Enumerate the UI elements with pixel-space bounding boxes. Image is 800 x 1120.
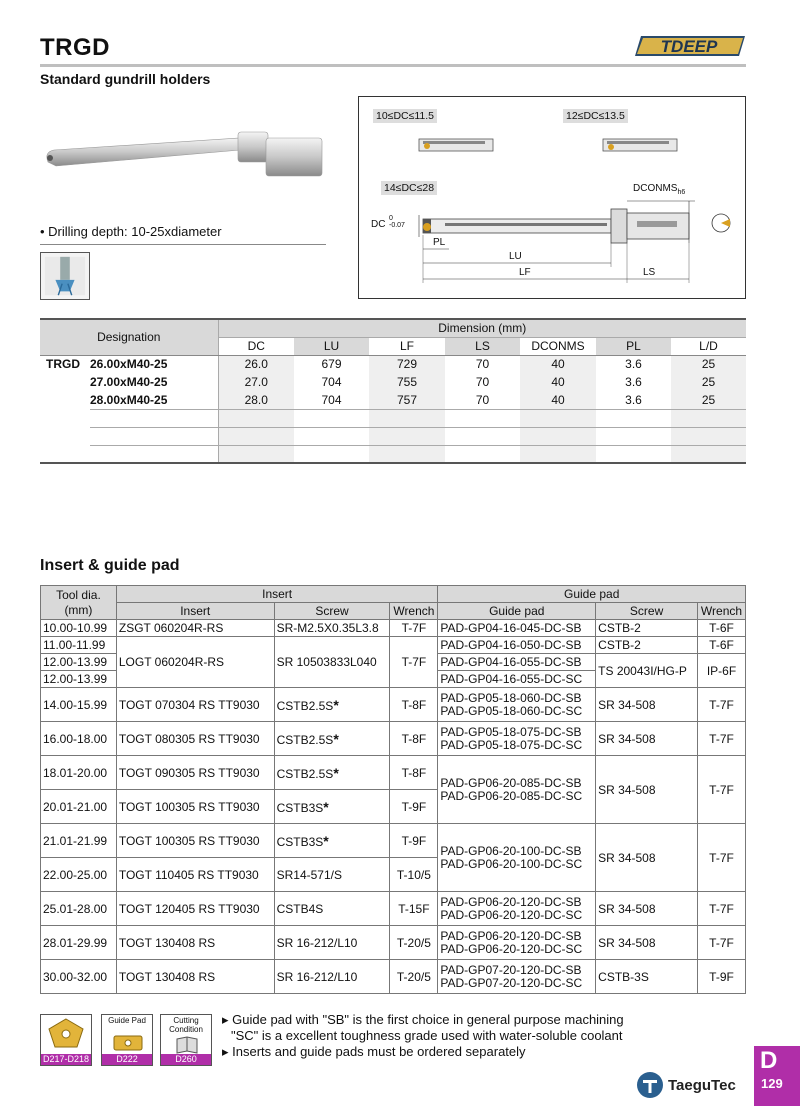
cell: 40 <box>520 391 596 409</box>
pad-wrench-code: T-6F <box>697 637 745 654</box>
wrench-code: T-10/5 <box>390 858 438 892</box>
tool-dia: 18.01-20.00 <box>41 756 117 790</box>
book-icon <box>175 1035 199 1055</box>
pad-screw-code: CSTB-2 <box>596 620 698 637</box>
tool-dia: 12.00-13.99 <box>41 654 117 671</box>
insert-icon <box>41 1015 91 1053</box>
tool-dia: 14.00-15.99 <box>41 688 117 722</box>
gundrill-holder-photo <box>40 110 330 200</box>
screw-code: CSTB4S <box>274 892 390 926</box>
pad-screw-code: CSTB-3S <box>596 960 698 994</box>
tool-dia: 10.00-10.99 <box>41 620 117 637</box>
pad-screw-code: SR 34-508 <box>596 722 698 756</box>
col-dconms: DCONMS <box>531 339 585 353</box>
tool-dia: 30.00-32.00 <box>41 960 117 994</box>
pl-label: PL <box>433 237 446 248</box>
table-row <box>41 688 746 722</box>
cell: 729 <box>369 355 445 373</box>
screw-code: CSTB2.5S* <box>274 756 390 790</box>
table-row <box>41 637 746 654</box>
table-row-empty <box>40 427 746 445</box>
dimension-diagram <box>358 96 746 299</box>
guide-pad-label: Guide Pad <box>108 1016 146 1025</box>
dc-tolerance: 0 -0.07 <box>389 215 405 229</box>
table-row <box>41 756 746 790</box>
divider <box>40 244 326 245</box>
range-label-large: 14≤DC≤28 <box>381 181 437 195</box>
guide-pad-icon <box>112 1033 144 1053</box>
guide-pad-code: PAD-GP04-16-050-DC-SB <box>438 637 596 654</box>
col-ld: L/D <box>699 339 718 353</box>
insert-code: TOGT 090305 RS TT9030 <box>116 756 274 790</box>
pad-screw-code: SR 34-508 <box>596 824 698 892</box>
table-row <box>40 355 746 373</box>
wrench-code: T-9F <box>390 790 438 824</box>
dconms-label: $DCONMS_{h6}$ <box>633 183 686 196</box>
table-row <box>41 960 746 994</box>
cell: 755 <box>369 373 445 391</box>
col-lu: LU <box>294 337 369 355</box>
cell: 25 <box>671 391 746 409</box>
insert-code: TOGT 080305 RS TT9030 <box>116 722 274 756</box>
cell: 27.0 <box>218 373 294 391</box>
logo-text: TDEEP <box>660 37 718 56</box>
guide-pad-code: PAD-GP06-20-100-DC-SB PAD-GP06-20-100-DC-SC <box>438 824 596 892</box>
wrench-code: T-20/5 <box>390 960 438 994</box>
wrench-code: T-8F <box>390 722 438 756</box>
insert-code: TOGT 070304 RS TT9030 <box>116 688 274 722</box>
cell: 704 <box>294 391 369 409</box>
ls-label: LS <box>643 267 656 278</box>
designation-prefix: TRGD <box>46 357 80 372</box>
col-dc: DC <box>218 337 294 355</box>
dc-label: DC <box>371 219 386 230</box>
pad-wrench-code: T-6F <box>697 620 745 637</box>
screw-code: CSTB3S* <box>274 824 390 858</box>
wrench-code: T-7F <box>390 637 438 688</box>
table-row <box>40 373 746 391</box>
dimension-table <box>40 318 746 464</box>
designation: 28.00xM40-25 <box>90 391 218 409</box>
pad-wrench-code: IP-6F <box>697 654 745 688</box>
guide-pad-code: PAD-GP05-18-075-DC-SB PAD-GP05-18-075-DC-SC <box>438 722 596 756</box>
wrench-code: T-7F <box>390 620 438 637</box>
col-ls: LS <box>445 337 520 355</box>
section-letter: D <box>760 1047 778 1074</box>
insert-code: TOGT 130408 RS <box>116 926 274 960</box>
cell: 3.6 <box>625 375 642 389</box>
table-row <box>41 824 746 858</box>
table-row <box>41 892 746 926</box>
cell: 679 <box>321 357 342 372</box>
pad-wrench-code: T-7F <box>697 688 745 722</box>
guide-pad-reference-box[interactable] <box>101 1014 153 1066</box>
tool-dia-header: Tool dia. (mm) <box>41 586 117 620</box>
pad-wrench-code: T-7F <box>697 926 745 960</box>
col-pl: PL <box>596 337 671 355</box>
insert-code: TOGT 100305 RS TT9030 <box>116 790 274 824</box>
screw-code: SR 16-212/L10 <box>274 926 390 960</box>
tool-dia: 20.01-21.00 <box>41 790 117 824</box>
table-row <box>41 620 746 637</box>
screw-code: SR14-571/S <box>274 858 390 892</box>
pad-wrench-header: Wrench <box>697 603 745 620</box>
tool-dia: 22.00-25.00 <box>41 858 117 892</box>
cell: 25 <box>671 355 746 373</box>
taegutec-brand <box>636 1070 736 1100</box>
cell: 25 <box>671 373 746 391</box>
note-sb: ▸ Guide pad with "SB" is the first choice in general purpose machining <box>222 1012 624 1027</box>
table-row <box>41 722 746 756</box>
insert-header: Insert <box>116 603 274 620</box>
drilling-depth-note: • Drilling depth: 10-25xdiameter <box>40 224 222 239</box>
cell: 70 <box>475 357 490 372</box>
tool-dia: 25.01-28.00 <box>41 892 117 926</box>
gundrill-type-icon <box>40 252 90 300</box>
screw-code: CSTB2.5S* <box>274 688 390 722</box>
pad-screw-code: SR 34-508 <box>596 926 698 960</box>
tool-dia: 21.01-21.99 <box>41 824 117 858</box>
note-sc: "SC" is a excellent toughness grade used with water-soluble coolant <box>231 1028 623 1043</box>
pad-wrench-code: T-7F <box>697 892 745 926</box>
tool-dia: 28.01-29.99 <box>41 926 117 960</box>
insert-group-header: Insert <box>116 586 438 603</box>
guide-pad-code: PAD-GP04-16-055-DC-SB <box>438 654 596 671</box>
pad-wrench-code: T-9F <box>697 960 745 994</box>
wrench-code: T-15F <box>390 892 438 926</box>
guide-pad-header: Guide pad <box>438 603 596 620</box>
insert-code: TOGT 100305 RS TT9030 <box>116 824 274 858</box>
guide-pad-code: PAD-GP04-16-055-DC-SC <box>438 671 596 688</box>
page-subtitle: Standard gundrill holders <box>40 71 211 87</box>
lf-label: LF <box>519 267 531 278</box>
range-label-small: 10≤DC≤11.5 <box>373 109 437 123</box>
tdeep-logo <box>633 32 748 60</box>
range-label-medium: 12≤DC≤13.5 <box>563 109 628 123</box>
cell: 70 <box>475 375 490 389</box>
designation: 26.00xM40-25 <box>90 357 168 372</box>
cell: 704 <box>321 375 342 389</box>
tool-dia: 16.00-18.00 <box>41 722 117 756</box>
screw-code: SR 16-212/L10 <box>274 960 390 994</box>
pad-wrench-code: T-7F <box>697 722 745 756</box>
section-tab <box>754 1046 800 1106</box>
guide-pad-code: PAD-GP06-20-120-DC-SB PAD-GP06-20-120-DC-SC <box>438 892 596 926</box>
guide-pad-code: PAD-GP06-20-085-DC-SB PAD-GP06-20-085-DC-SC <box>438 756 596 824</box>
dimension-header: Dimension (mm) <box>218 319 746 337</box>
screw-code: CSTB2.5S* <box>274 722 390 756</box>
cell: 70 <box>445 391 520 409</box>
note-order: ▸ Inserts and guide pads must be ordered separately <box>222 1044 526 1059</box>
pad-screw-code: SR 34-508 <box>596 688 698 722</box>
insert-code: ZSGT 060204R-RS <box>116 620 274 637</box>
wrench-code: T-20/5 <box>390 926 438 960</box>
insert-code: TOGT 120405 RS TT9030 <box>116 892 274 926</box>
screw-code: CSTB3S* <box>274 790 390 824</box>
table-row-empty <box>40 445 746 463</box>
screw-header: Screw <box>274 603 390 620</box>
designation: 27.00xM40-25 <box>90 375 168 389</box>
pad-screw-header: Screw <box>596 603 698 620</box>
insert-page-ref: D217-D218 <box>42 1054 90 1064</box>
pad-screw-code: SR 34-508 <box>596 892 698 926</box>
notes <box>222 1012 624 1060</box>
pad-wrench-code: T-7F <box>697 824 745 892</box>
title-divider <box>40 64 746 67</box>
table-row <box>41 926 746 960</box>
table-row-empty <box>40 409 746 427</box>
cell: 3.6 <box>625 357 642 372</box>
wrench-code: T-9F <box>390 824 438 858</box>
guide-pad-code: PAD-GP06-20-120-DC-SB PAD-GP06-20-120-DC-SC <box>438 926 596 960</box>
cell: 40 <box>520 373 596 391</box>
taegutec-logo-icon <box>636 1071 664 1099</box>
col-lf: LF <box>399 339 414 353</box>
cell: 40 <box>520 355 596 373</box>
tool-drawing <box>359 97 745 298</box>
guide-pad-group-header: Guide pad <box>438 586 746 603</box>
pad-wrench-code: T-7F <box>697 756 745 824</box>
wrench-code: T-8F <box>390 688 438 722</box>
table-row <box>40 391 746 409</box>
tool-dia: 12.00-13.99 <box>41 671 117 688</box>
guide-pad-code: PAD-GP04-16-045-DC-SB <box>438 620 596 637</box>
cutting-condition-label: Cutting Condition <box>169 1016 203 1034</box>
wrench-header: Wrench <box>390 603 438 620</box>
wrench-code: T-8F <box>390 756 438 790</box>
cutting-condition-reference-box[interactable] <box>160 1014 212 1066</box>
insert-reference-box[interactable] <box>40 1014 92 1066</box>
cutting-condition-page-ref: D260 <box>161 1054 211 1065</box>
insert-code: TOGT 130408 RS <box>116 960 274 994</box>
page-number: 129 <box>761 1076 783 1091</box>
lu-label: LU <box>509 251 522 262</box>
guide-pad-code: PAD-GP05-18-060-DC-SB PAD-GP05-18-060-DC-SC <box>438 688 596 722</box>
tool-dia: 11.00-11.99 <box>41 637 117 654</box>
screw-code: SR 10503833L040 <box>274 637 390 688</box>
insert-code: TOGT 110405 RS TT9030 <box>116 858 274 892</box>
guide-pad-page-ref: D222 <box>102 1054 152 1065</box>
section-title: Insert & guide pad <box>40 557 180 574</box>
cell: 757 <box>369 391 445 409</box>
designation-header: Designation <box>40 319 218 355</box>
cell: 26.0 <box>218 355 294 373</box>
brand-name: TaeguTec <box>668 1076 736 1094</box>
pad-screw-code: CSTB-2 <box>596 637 698 654</box>
insert-code: LOGT 060204R-RS <box>116 637 274 688</box>
screw-code: SR-M2.5X0.35L3.8 <box>274 620 390 637</box>
pad-screw-code: TS 20043I/HG-P <box>596 654 698 688</box>
insert-guide-pad-table <box>40 585 746 994</box>
cell: 3.6 <box>596 391 671 409</box>
guide-pad-code: PAD-GP07-20-120-DC-SB PAD-GP07-20-120-DC-SC <box>438 960 596 994</box>
cell: 28.0 <box>218 391 294 409</box>
page-title: TRGD <box>40 34 110 61</box>
pad-screw-code: SR 34-508 <box>596 756 698 824</box>
